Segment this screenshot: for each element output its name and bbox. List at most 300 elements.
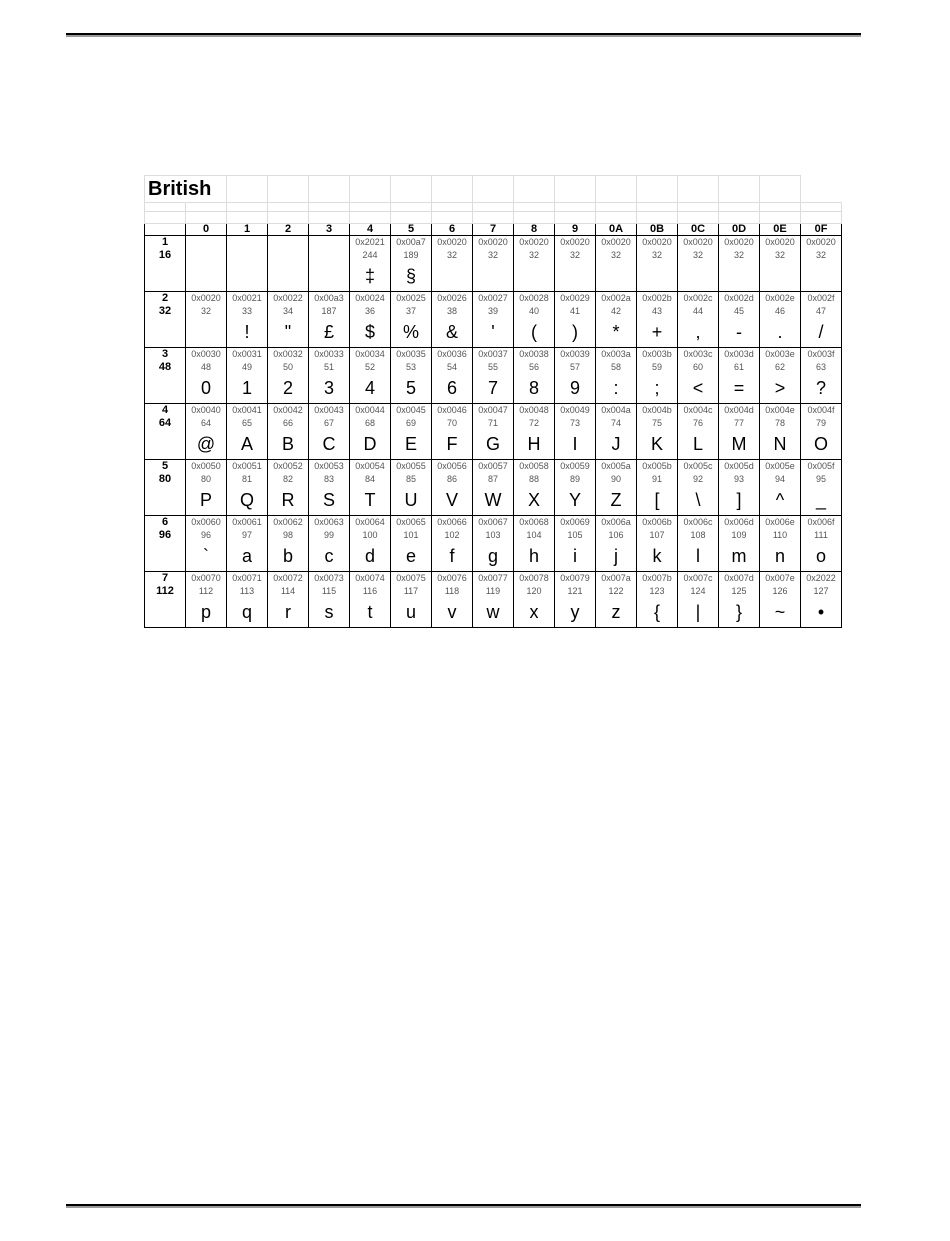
hex-code-cell: 0x0073 [309,572,350,585]
decimal-code-cell: 105 [555,528,596,542]
hex-code-cell: 0x0034 [350,348,391,361]
glyph-cell: £ [309,318,350,348]
decimal-code-cell: 96 [186,528,227,542]
decimal-code-cell: 115 [309,584,350,598]
glyph-cell: O [801,430,842,460]
hex-code-cell: 0x0038 [514,348,555,361]
hex-code-cell: 0x0043 [309,404,350,417]
decimal-code-cell: 37 [391,304,432,318]
glyph-cell: $ [350,318,391,348]
glyph-cell: 4 [350,374,391,404]
row-number: 4 [145,404,186,417]
hex-code-cell: 0x0068 [514,516,555,529]
row-base: 80 [145,472,186,486]
decimal-code-cell: 32 [186,304,227,318]
column-header: 8 [514,224,555,236]
decimal-code-cell [268,248,309,262]
glyph-cell: J [596,430,637,460]
hex-code-cell: 0x0059 [555,460,596,473]
decimal-code-cell: 69 [391,416,432,430]
header-rule [66,33,861,35]
row-base: 64 [145,416,186,430]
glyph-row [145,430,842,460]
hex-code-cell: 0x0020 [678,236,719,249]
column-header: 2 [268,224,309,236]
decimal-code-cell: 65 [227,416,268,430]
character-map-table [144,175,842,628]
glyph-cell: L [678,430,719,460]
decimal-code-cell: 34 [268,304,309,318]
hex-code-cell: 0x004f [801,404,842,417]
glyph-cell: f [432,542,473,572]
hex-code-cell: 0x005a [596,460,637,473]
glyph-cell: Q [227,486,268,516]
glyph-cell: V [432,486,473,516]
character-map-sheet [144,175,842,628]
glyph-cell: 5 [391,374,432,404]
decimal-code-cell: 54 [432,360,473,374]
glyph-cell [719,262,760,292]
glyph-cell [801,262,842,292]
decimal-code-cell: 83 [309,472,350,486]
hex-code-cell: 0x003f [801,348,842,361]
glyph-cell: r [268,598,309,628]
hex-code-cell: 0x0020 [432,236,473,249]
hex-code-cell: 0x002c [678,292,719,305]
decimal-code-cell: 120 [514,584,555,598]
hex-code-cell: 0x0075 [391,572,432,585]
hex-code-cell: 0x004b [637,404,678,417]
decimal-code-cell: 47 [801,304,842,318]
hex-code-cell: 0x0071 [227,572,268,585]
glyph-cell: = [719,374,760,404]
decimal-code-cell: 98 [268,528,309,542]
glyph-cell: F [432,430,473,460]
column-header-row [145,224,842,236]
glyph-cell: 1 [227,374,268,404]
hex-code-cell: 0x0076 [432,572,473,585]
glyph-cell: q [227,598,268,628]
hex-code-cell: 0x0032 [268,348,309,361]
glyph-cell [678,262,719,292]
hex-code-cell: 0x0058 [514,460,555,473]
glyph-cell: A [227,430,268,460]
hex-code-cell: 0x005b [637,460,678,473]
glyph-cell: P [186,486,227,516]
decimal-code-cell [227,248,268,262]
glyph-cell: / [801,318,842,348]
decimal-code-cell: 74 [596,416,637,430]
glyph-cell: t [350,598,391,628]
decimal-code-cell: 38 [432,304,473,318]
hex-code-cell: 0x00a7 [391,236,432,249]
decimal-code-cell: 72 [514,416,555,430]
decimal-code-cell: 66 [268,416,309,430]
glyph-cell: z [596,598,637,628]
glyph-cell: U [391,486,432,516]
decimal-code-cell: 32 [473,248,514,262]
glyph-cell: 8 [514,374,555,404]
decimal-code-cell: 106 [596,528,637,542]
glyph-cell: R [268,486,309,516]
hex-code-cell: 0x0051 [227,460,268,473]
decimal-code-cell: 36 [350,304,391,318]
glyph-cell: T [350,486,391,516]
blank-row [145,212,842,224]
glyph-cell: H [514,430,555,460]
glyph-row [145,262,842,292]
hex-code-cell: 0x004e [760,404,801,417]
hex-code-cell: 0x0036 [432,348,473,361]
glyph-cell: x [514,598,555,628]
glyph-cell: > [760,374,801,404]
glyph-cell: } [719,598,760,628]
hex-code-cell: 0x005d [719,460,760,473]
hex-code-cell: 0x007e [760,572,801,585]
hex-code-row [145,572,842,585]
column-header: 6 [432,224,473,236]
decimal-code-cell: 80 [186,472,227,486]
hex-code-cell: 0x0077 [473,572,514,585]
hex-code-cell: 0x0020 [719,236,760,249]
decimal-code-cell: 113 [227,584,268,598]
glyph-cell: ` [186,542,227,572]
decimal-code-cell: 50 [268,360,309,374]
glyph-row [145,318,842,348]
glyph-cell: G [473,430,514,460]
corner-cell [145,224,186,236]
column-header: 0E [760,224,801,236]
decimal-code-cell: 81 [227,472,268,486]
glyph-cell: w [473,598,514,628]
decimal-code-cell: 125 [719,584,760,598]
decimal-code-row [145,528,842,542]
hex-code-cell: 0x0074 [350,572,391,585]
glyph-cell: h [514,542,555,572]
hex-code-cell [309,236,350,249]
hex-code-cell: 0x0041 [227,404,268,417]
hex-code-cell: 0x0063 [309,516,350,529]
hex-code-row [145,460,842,473]
glyph-cell: { [637,598,678,628]
hex-code-cell [186,236,227,249]
decimal-code-cell: 122 [596,584,637,598]
hex-code-row [145,516,842,529]
hex-code-cell: 0x0069 [555,516,596,529]
column-header: 0D [719,224,760,236]
decimal-code-cell: 76 [678,416,719,430]
hex-code-cell: 0x005e [760,460,801,473]
hex-code-cell: 0x0060 [186,516,227,529]
decimal-code-cell: 57 [555,360,596,374]
glyph-cell: l [678,542,719,572]
glyph-cell [514,262,555,292]
decimal-code-cell: 70 [432,416,473,430]
hex-code-cell: 0x0020 [514,236,555,249]
hex-code-cell: 0x007c [678,572,719,585]
decimal-code-cell: 62 [760,360,801,374]
column-header: 0 [186,224,227,236]
glyph-cell: s [309,598,350,628]
glyph-cell: ! [227,318,268,348]
glyph-cell: * [596,318,637,348]
hex-code-cell: 0x003d [719,348,760,361]
hex-code-cell: 0x2021 [350,236,391,249]
glyph-row [145,542,842,572]
glyph-cell: : [596,374,637,404]
glyph-cell: k [637,542,678,572]
glyph-cell [596,262,637,292]
glyph-cell [186,318,227,348]
hex-code-row [145,348,842,361]
glyph-cell: 3 [309,374,350,404]
glyph-cell: ( [514,318,555,348]
hex-code-cell: 0x0020 [760,236,801,249]
glyph-row [145,374,842,404]
decimal-code-row [145,416,842,430]
glyph-row [145,486,842,516]
decimal-code-cell: 75 [637,416,678,430]
hex-code-cell: 0x0048 [514,404,555,417]
glyph-cell: 6 [432,374,473,404]
glyph-cell: Y [555,486,596,516]
decimal-code-cell: 56 [514,360,555,374]
hex-code-cell: 0x0024 [350,292,391,305]
decimal-code-cell: 111 [801,528,842,542]
column-header: 0C [678,224,719,236]
glyph-cell: @ [186,430,227,460]
hex-code-cell: 0x0057 [473,460,514,473]
decimal-code-cell: 114 [268,584,309,598]
hex-code-cell [268,236,309,249]
glyph-cell: S [309,486,350,516]
decimal-code-cell: 187 [309,304,350,318]
glyph-cell: • [801,598,842,628]
glyph-cell [473,262,514,292]
hex-code-cell: 0x0037 [473,348,514,361]
hex-code-cell: 0x003c [678,348,719,361]
glyph-cell: ‡ [350,262,391,292]
hex-code-cell: 0x0028 [514,292,555,305]
decimal-code-cell: 45 [719,304,760,318]
decimal-code-cell: 90 [596,472,637,486]
decimal-code-cell: 124 [678,584,719,598]
hex-code-cell: 0x004c [678,404,719,417]
hex-code-cell: 0x0066 [432,516,473,529]
hex-code-cell: 0x0062 [268,516,309,529]
hex-code-cell: 0x002d [719,292,760,305]
glyph-cell: i [555,542,596,572]
decimal-code-cell: 91 [637,472,678,486]
hex-code-cell: 0x0020 [637,236,678,249]
column-header: 0B [637,224,678,236]
decimal-code-cell: 110 [760,528,801,542]
hex-code-cell: 0x2022 [801,572,842,585]
glyph-cell: a [227,542,268,572]
hex-code-cell: 0x007a [596,572,637,585]
hex-code-cell: 0x0042 [268,404,309,417]
hex-code-cell: 0x0035 [391,348,432,361]
hex-code-cell: 0x0079 [555,572,596,585]
hex-code-cell: 0x0030 [186,348,227,361]
glyph-cell: o [801,542,842,572]
row-number: 1 [145,236,186,249]
decimal-code-cell: 95 [801,472,842,486]
hex-code-cell: 0x0052 [268,460,309,473]
title-row [145,176,842,203]
decimal-code-cell: 85 [391,472,432,486]
glyph-cell: p [186,598,227,628]
hex-code-cell: 0x0047 [473,404,514,417]
row-number: 3 [145,348,186,361]
decimal-code-cell: 116 [350,584,391,598]
glyph-cell: | [678,598,719,628]
hex-code-cell: 0x0022 [268,292,309,305]
glyph-cell: 7 [473,374,514,404]
glyph-cell: _ [801,486,842,516]
glyph-cell: K [637,430,678,460]
decimal-code-cell: 94 [760,472,801,486]
hex-code-cell: 0x007b [637,572,678,585]
decimal-code-cell: 92 [678,472,719,486]
decimal-code-cell: 73 [555,416,596,430]
decimal-code-cell: 61 [719,360,760,374]
hex-code-cell: 0x002f [801,292,842,305]
hex-code-cell: 0x003b [637,348,678,361]
glyph-cell: e [391,542,432,572]
glyph-cell: c [309,542,350,572]
hex-code-cell: 0x005c [678,460,719,473]
row-label-blank [145,374,186,404]
hex-code-cell: 0x0070 [186,572,227,585]
decimal-code-cell: 71 [473,416,514,430]
decimal-code-cell: 58 [596,360,637,374]
glyph-cell: D [350,430,391,460]
glyph-cell: j [596,542,637,572]
row-number: 6 [145,516,186,529]
row-label-blank [145,262,186,292]
hex-code-cell: 0x00a3 [309,292,350,305]
glyph-cell: ; [637,374,678,404]
glyph-cell: § [391,262,432,292]
hex-code-cell: 0x002b [637,292,678,305]
hex-code-cell: 0x006d [719,516,760,529]
glyph-cell: M [719,430,760,460]
hex-code-cell: 0x0033 [309,348,350,361]
row-base: 16 [145,248,186,262]
hex-code-cell: 0x006e [760,516,801,529]
hex-code-cell: 0x005f [801,460,842,473]
decimal-code-cell: 104 [514,528,555,542]
glyph-cell: ] [719,486,760,516]
hex-code-cell: 0x002a [596,292,637,305]
row-number: 7 [145,572,186,585]
hex-code-cell: 0x0067 [473,516,514,529]
decimal-code-cell: 121 [555,584,596,598]
hex-code-cell: 0x0025 [391,292,432,305]
decimal-code-cell: 63 [801,360,842,374]
glyph-cell: W [473,486,514,516]
row-base: 96 [145,528,186,542]
hex-code-cell: 0x002e [760,292,801,305]
column-header: 1 [227,224,268,236]
glyph-cell: X [514,486,555,516]
decimal-code-cell: 108 [678,528,719,542]
hex-code-cell: 0x0020 [596,236,637,249]
row-base: 32 [145,304,186,318]
decimal-code-cell: 32 [760,248,801,262]
glyph-cell: N [760,430,801,460]
glyph-cell [760,262,801,292]
hex-code-cell: 0x0039 [555,348,596,361]
glyph-cell: Z [596,486,637,516]
hex-code-cell: 0x0078 [514,572,555,585]
glyph-cell: v [432,598,473,628]
glyph-cell: E [391,430,432,460]
decimal-code-cell: 33 [227,304,268,318]
decimal-code-cell: 60 [678,360,719,374]
decimal-code-cell: 84 [350,472,391,486]
hex-code-cell: 0x007d [719,572,760,585]
row-base: 48 [145,360,186,374]
glyph-cell: [ [637,486,678,516]
glyph-row [145,598,842,628]
decimal-code-cell: 87 [473,472,514,486]
hex-code-cell: 0x0020 [186,292,227,305]
decimal-code-cell: 99 [309,528,350,542]
glyph-cell: & [432,318,473,348]
decimal-code-row [145,304,842,318]
hex-code-cell: 0x004d [719,404,760,417]
column-header: 4 [350,224,391,236]
glyph-cell: \ [678,486,719,516]
hex-code-cell: 0x0026 [432,292,473,305]
decimal-code-cell: 78 [760,416,801,430]
decimal-code-cell: 32 [719,248,760,262]
decimal-code-cell: 32 [432,248,473,262]
glyph-cell: . [760,318,801,348]
glyph-cell: d [350,542,391,572]
glyph-cell: 9 [555,374,596,404]
hex-code-cell: 0x0029 [555,292,596,305]
blank-row [145,203,842,212]
hex-code-cell: 0x003a [596,348,637,361]
hex-code-cell: 0x006a [596,516,637,529]
decimal-code-cell: 32 [637,248,678,262]
decimal-code-cell: 93 [719,472,760,486]
glyph-cell: I [555,430,596,460]
glyph-cell: , [678,318,719,348]
glyph-cell: C [309,430,350,460]
decimal-code-cell: 119 [473,584,514,598]
hex-code-row [145,292,842,305]
column-header: 3 [309,224,350,236]
hex-code-cell: 0x0072 [268,572,309,585]
glyph-cell: < [678,374,719,404]
glyph-cell: + [637,318,678,348]
glyph-cell [227,262,268,292]
decimal-code-cell: 32 [555,248,596,262]
row-label-blank [145,598,186,628]
hex-code-cell: 0x0054 [350,460,391,473]
decimal-code-cell: 118 [432,584,473,598]
glyph-cell [309,262,350,292]
column-header: 5 [391,224,432,236]
decimal-code-cell: 244 [350,248,391,262]
row-label-blank [145,486,186,516]
glyph-cell: ) [555,318,596,348]
decimal-code-cell: 89 [555,472,596,486]
